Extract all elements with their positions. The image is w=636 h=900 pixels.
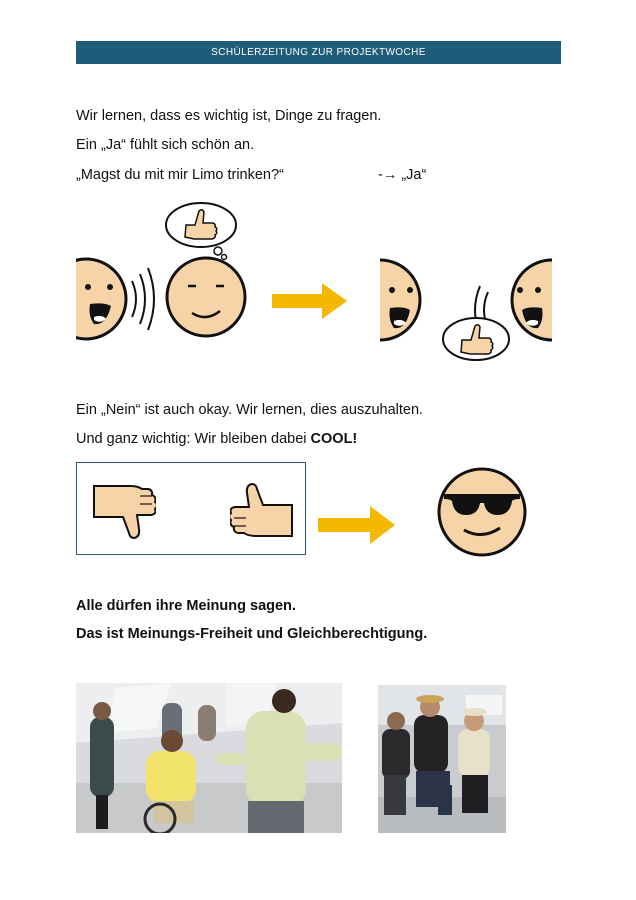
header-title: SCHÜLERZEITUNG ZUR PROJEKTWOCHE (211, 47, 426, 58)
text-cool: COOL! (310, 431, 358, 447)
thumbs-down-icon (92, 478, 156, 540)
photo-group-activity (76, 683, 342, 833)
text-line-ask: Wir lernen, dass es wichtig ist, Dinge zu fragen. (76, 108, 382, 124)
text-line-stay-cool (76, 431, 357, 447)
arrow-right-icon (318, 506, 396, 544)
speech-bubble-thumbs-up-icon (443, 318, 509, 360)
ask-illustration-left (76, 196, 276, 346)
text-line-freedom-equality: Das ist Meinungs-Freiheit und Gleichberechtigung. (76, 626, 428, 642)
text-line-question: „Magst du mit mir Limo trinken?“ (76, 167, 284, 183)
thumbs-up-icon (230, 482, 294, 544)
text-line-yes-feels-good: Ein „Ja“ fühlt sich schön an. (76, 137, 255, 153)
photo-students-with-hats (378, 685, 506, 833)
text-stay-cool-prefix: Und ganz wichtig: Wir bleiben dabei (76, 431, 311, 447)
newspaper-header (76, 41, 561, 64)
answer-illustration-right (378, 252, 554, 362)
arrow-right-icon (272, 283, 348, 319)
cool-sunglasses-face-icon (436, 466, 528, 558)
speaking-face-icon (76, 259, 154, 339)
text-line-no-is-okay: Ein „Nein“ ist auch okay. Wir lernen, dies auszuhalten. (76, 402, 424, 418)
text-answer-yes: -→ „Ja“ (378, 167, 427, 183)
thought-bubble-thumbs-up-icon (166, 203, 236, 260)
happy-face-icon (380, 260, 420, 340)
listening-face-icon (167, 258, 245, 336)
text-line-opinion: Alle dürfen ihre Meinung sagen. (76, 598, 296, 614)
